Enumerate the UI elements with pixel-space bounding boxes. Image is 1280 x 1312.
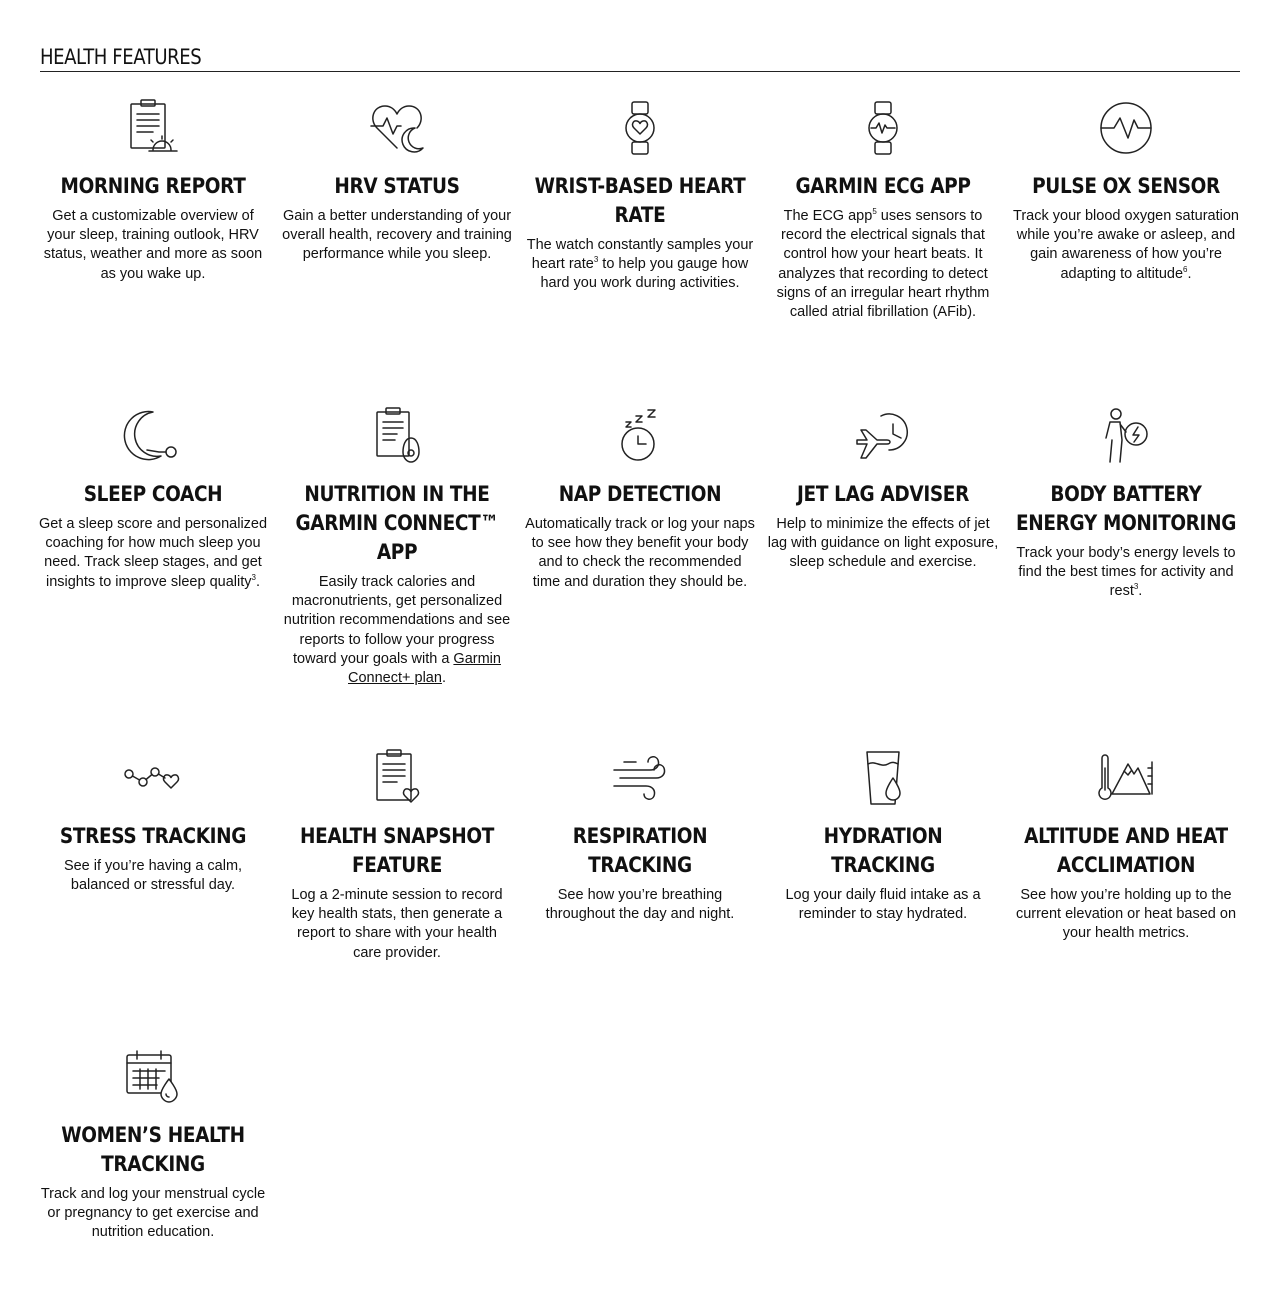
- section-header: [40, 40, 1240, 72]
- feature-sleep-coach: [37, 406, 269, 592]
- feature-description: Log your daily fluid intake as a reminder to stay hydrated.: [785, 887, 981, 923]
- feature-nutrition: [281, 406, 513, 688]
- feature-description: Get a customizable overview of your sleep, training outlook, HRV status, weather and more as soon as you wake up.: [43, 208, 263, 282]
- feature-garmin-ecg-app: [767, 98, 999, 322]
- glass-drop-icon: [853, 748, 913, 808]
- feature-altitude-heat-acclimation: [1010, 748, 1242, 944]
- feature-nap-detection: [524, 406, 756, 592]
- feature-title: BODY BATTERY ENERGY MONITORING: [1015, 482, 1237, 535]
- stress-dots-heart-icon: [123, 748, 183, 808]
- feature-title: HYDRATION TRACKING: [823, 824, 943, 877]
- person-bolt-icon: [1096, 406, 1156, 466]
- clipboard-avocado-icon: [367, 406, 427, 466]
- clock-zzz-icon: [610, 406, 670, 466]
- feature-description: See how you’re breathing throughout the day and night.: [545, 887, 735, 923]
- watch-ecg-icon: [853, 98, 913, 158]
- feature-description: Gain a better understanding of your overall health, recovery and training performance while you sleep.: [282, 208, 512, 263]
- feature-morning-report: [37, 98, 269, 284]
- feature-title: NUTRITION IN THE GARMIN CONNECT™ APP: [295, 482, 499, 564]
- feature-description: See how you’re holding up to the current elevation or heat based on your health metrics.: [1015, 887, 1237, 942]
- feature-title: WRIST-BASED HEART RATE: [534, 174, 746, 227]
- clipboard-heart-icon: [367, 748, 427, 808]
- feature-description: Easily track calories and macronutrients, get personalized nutrition recommendations and see reports to follow your progress toward your goals with a Garmin Connect+ plan.: [283, 574, 511, 687]
- garmin-connect-plan-link[interactable]: Garmin Connect+ plan: [348, 650, 501, 687]
- feature-title: NAP DETECTION: [558, 482, 722, 506]
- feature-description: The ECG app$^5$ uses sensors to record the electrical signals that control how your heart beats. It analyzes that recording to detect signs of an irregular heart rhythm called atrial fibrillation (AFib).: [776, 207, 990, 321]
- feature-title: ALTITUDE AND HEAT ACCLIMATION: [1024, 824, 1228, 877]
- feature-title: WOMEN’S HEALTH TRACKING: [61, 1123, 245, 1176]
- feature-description: Track your body’s energy levels to find the best times for activity and rest$^3$.: [1016, 545, 1236, 600]
- feature-description: Automatically track or log your naps to see how they benefit your body and to check the recommended time and duration they should be.: [525, 516, 755, 590]
- feature-hydration-tracking: [767, 748, 999, 924]
- plane-clock-icon: [853, 406, 913, 466]
- clipboard-sunrise-icon: [123, 98, 183, 158]
- feature-womens-health-tracking: [37, 1047, 269, 1243]
- feature-hrv-status: [281, 98, 513, 265]
- feature-title: SLEEP COACH: [83, 482, 223, 506]
- feature-description: See if you’re having a calm, balanced or stressful day.: [63, 858, 243, 894]
- feature-title: PULSE OX SENSOR: [1032, 174, 1220, 198]
- feature-title: RESPIRATION TRACKING: [572, 824, 708, 877]
- section-title: HEALTH FEATURES: [40, 45, 202, 69]
- feature-title: HRV STATUS: [334, 174, 460, 198]
- feature-wrist-heart-rate: [524, 98, 756, 294]
- feature-jet-lag-adviser: [767, 406, 999, 573]
- feature-description: Log a 2-minute session to record key health stats, then generate a report to share with your health care provider.: [291, 887, 503, 961]
- feature-description: Get a sleep score and personalized coaching for how much sleep you need. Track sleep stages, and get insights to improve sleep quality$^3$.: [38, 516, 268, 590]
- calendar-drop-icon: [123, 1047, 183, 1107]
- feature-title: STRESS TRACKING: [59, 824, 247, 848]
- feature-title: MORNING REPORT: [60, 174, 246, 198]
- feature-description: The watch constantly samples your heart rate$^3$ to help you gauge how hard you work during activities.: [526, 237, 754, 292]
- heart-moon-icon: [367, 98, 427, 158]
- feature-respiration-tracking: [524, 748, 756, 924]
- feature-stress-tracking: [37, 748, 269, 895]
- feature-description: Help to minimize the effects of jet lag with guidance on light exposure, sleep schedule and exercise.: [767, 516, 999, 571]
- feature-body-battery: [1010, 406, 1242, 602]
- feature-title: JET LAG ADVISER: [797, 482, 969, 506]
- feature-pulse-ox-sensor: [1010, 98, 1242, 284]
- feature-health-snapshot: [281, 748, 513, 963]
- moon-sleep-icon: [123, 406, 183, 466]
- feature-title: GARMIN ECG APP: [795, 174, 971, 198]
- pulse-circle-icon: [1096, 98, 1156, 158]
- watch-heart-icon: [610, 98, 670, 158]
- thermometer-mountain-icon: [1096, 748, 1156, 808]
- feature-description: Track your blood oxygen saturation while you’re awake or asleep, and gain awareness of how you’re adapting to altitude$^6$.: [1013, 208, 1239, 282]
- feature-title: HEALTH SNAPSHOT FEATURE: [299, 824, 495, 877]
- wind-icon: [610, 748, 670, 808]
- feature-description: Track and log your menstrual cycle or pregnancy to get exercise and nutrition education.: [40, 1186, 266, 1241]
